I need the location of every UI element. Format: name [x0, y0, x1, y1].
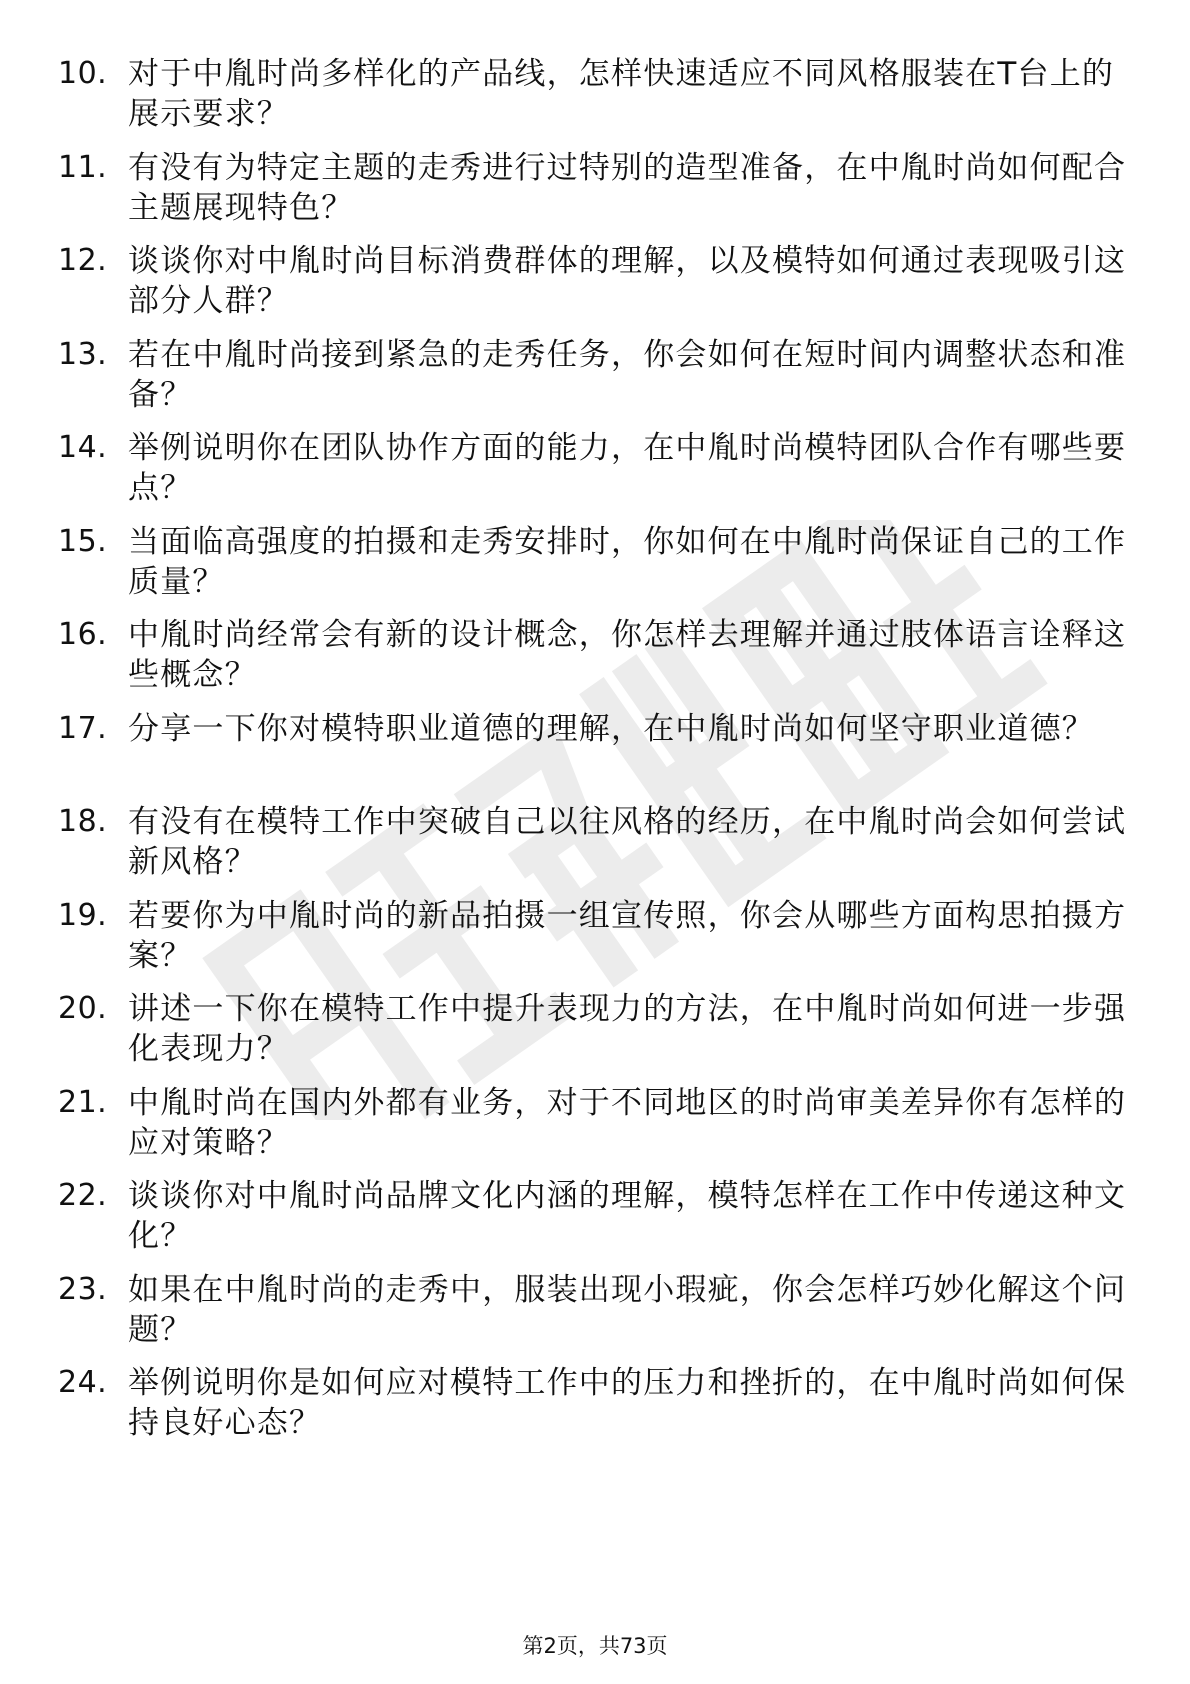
- question-item: [58, 802, 1127, 896]
- question-number: 18.: [58, 804, 108, 839]
- question-item: [58, 241, 1127, 335]
- question-item: [58, 709, 1118, 803]
- question-number: 19.: [58, 897, 108, 933]
- question-number: 21.: [58, 1084, 108, 1120]
- question-text: 若要你为中胤时尚的新品拍摄一组宣传照，你会从哪些方面构思拍摄方案？: [128, 897, 1127, 974]
- question-item: [58, 522, 1127, 616]
- question-item: [58, 428, 1127, 522]
- question-item: [58, 335, 1127, 429]
- question-text: 中胤时尚在国内外都有业务，对于不同地区的时尚审美差异你有怎样的应对策略？: [128, 1084, 1127, 1161]
- question-item: [58, 1363, 1127, 1457]
- page-footer: [0, 1632, 1190, 1660]
- question-number: 22.: [58, 1178, 108, 1213]
- question-text: 谈谈你对中胤时尚目标消费群体的理解，以及模特如何通过表现吸引这部分人群？: [128, 243, 1127, 319]
- question-list: [58, 54, 1127, 1457]
- question-item: [58, 148, 1127, 242]
- question-text: 讲述一下你在模特工作中提升表现力的方法，在中胤时尚如何进一步强化表现力？: [128, 991, 1127, 1067]
- page-number-label: 第2页，共73页: [522, 1634, 668, 1658]
- question-text: 分享一下你对模特职业道德的理解，在中胤时尚如何坚守职业道德？: [128, 710, 1094, 747]
- question-item: [58, 896, 1127, 990]
- question-text: 如果在中胤时尚的走秀中，服装出现小瑕疵，你会怎样巧妙化解这个问题？: [128, 1271, 1127, 1348]
- question-text: 若在中胤时尚接到紧急的走秀任务，你会如何在短时间内调整状态和准备？: [128, 336, 1127, 413]
- question-number: 12.: [58, 243, 108, 278]
- question-item: [58, 54, 1118, 148]
- question-text: 谈谈你对中胤时尚品牌文化内涵的理解，模特怎样在工作中传递这种文化？: [128, 1178, 1127, 1254]
- question-number: 20.: [58, 991, 108, 1026]
- question-text: 中胤时尚经常会有新的设计概念，你怎样去理解并通过肢体语言诠释这些概念？: [128, 617, 1127, 693]
- question-item: [58, 1083, 1127, 1177]
- question-number: 24.: [58, 1365, 108, 1400]
- question-item: [58, 1270, 1127, 1364]
- question-text: 举例说明你在团队协作方面的能力，在中胤时尚模特团队合作有哪些要点？: [128, 430, 1127, 506]
- question-number: 10.: [58, 56, 108, 91]
- question-text: 当面临高强度的拍摄和走秀安排时，你如何在中胤时尚保证自己的工作质量？: [128, 523, 1127, 600]
- question-number: 14.: [58, 430, 108, 465]
- question-number: 15.: [58, 523, 108, 559]
- question-number: 13.: [58, 336, 108, 372]
- question-text: 有没有为特定主题的走秀进行过特别的造型准备，在中胤时尚如何配合主题展现特色？: [128, 149, 1127, 226]
- question-text: 对于中胤时尚多样化的产品线，怎样快速适应不同风格服装在T台上的展示要求？: [128, 56, 1115, 132]
- question-number: 23.: [58, 1271, 108, 1307]
- question-item: [58, 1176, 1127, 1270]
- question-text: 有没有在模特工作中突破自己以往风格的经历，在中胤时尚会如何尝试新风格？: [128, 804, 1127, 880]
- question-number: 16.: [58, 617, 108, 652]
- question-number: 17.: [58, 710, 108, 746]
- question-item: [58, 615, 1127, 709]
- question-number: 11.: [58, 149, 108, 185]
- question-item: [58, 989, 1127, 1083]
- question-text: 举例说明你是如何应对模特工作中的压力和挫折的，在中胤时尚如何保持良好心态？: [128, 1365, 1127, 1441]
